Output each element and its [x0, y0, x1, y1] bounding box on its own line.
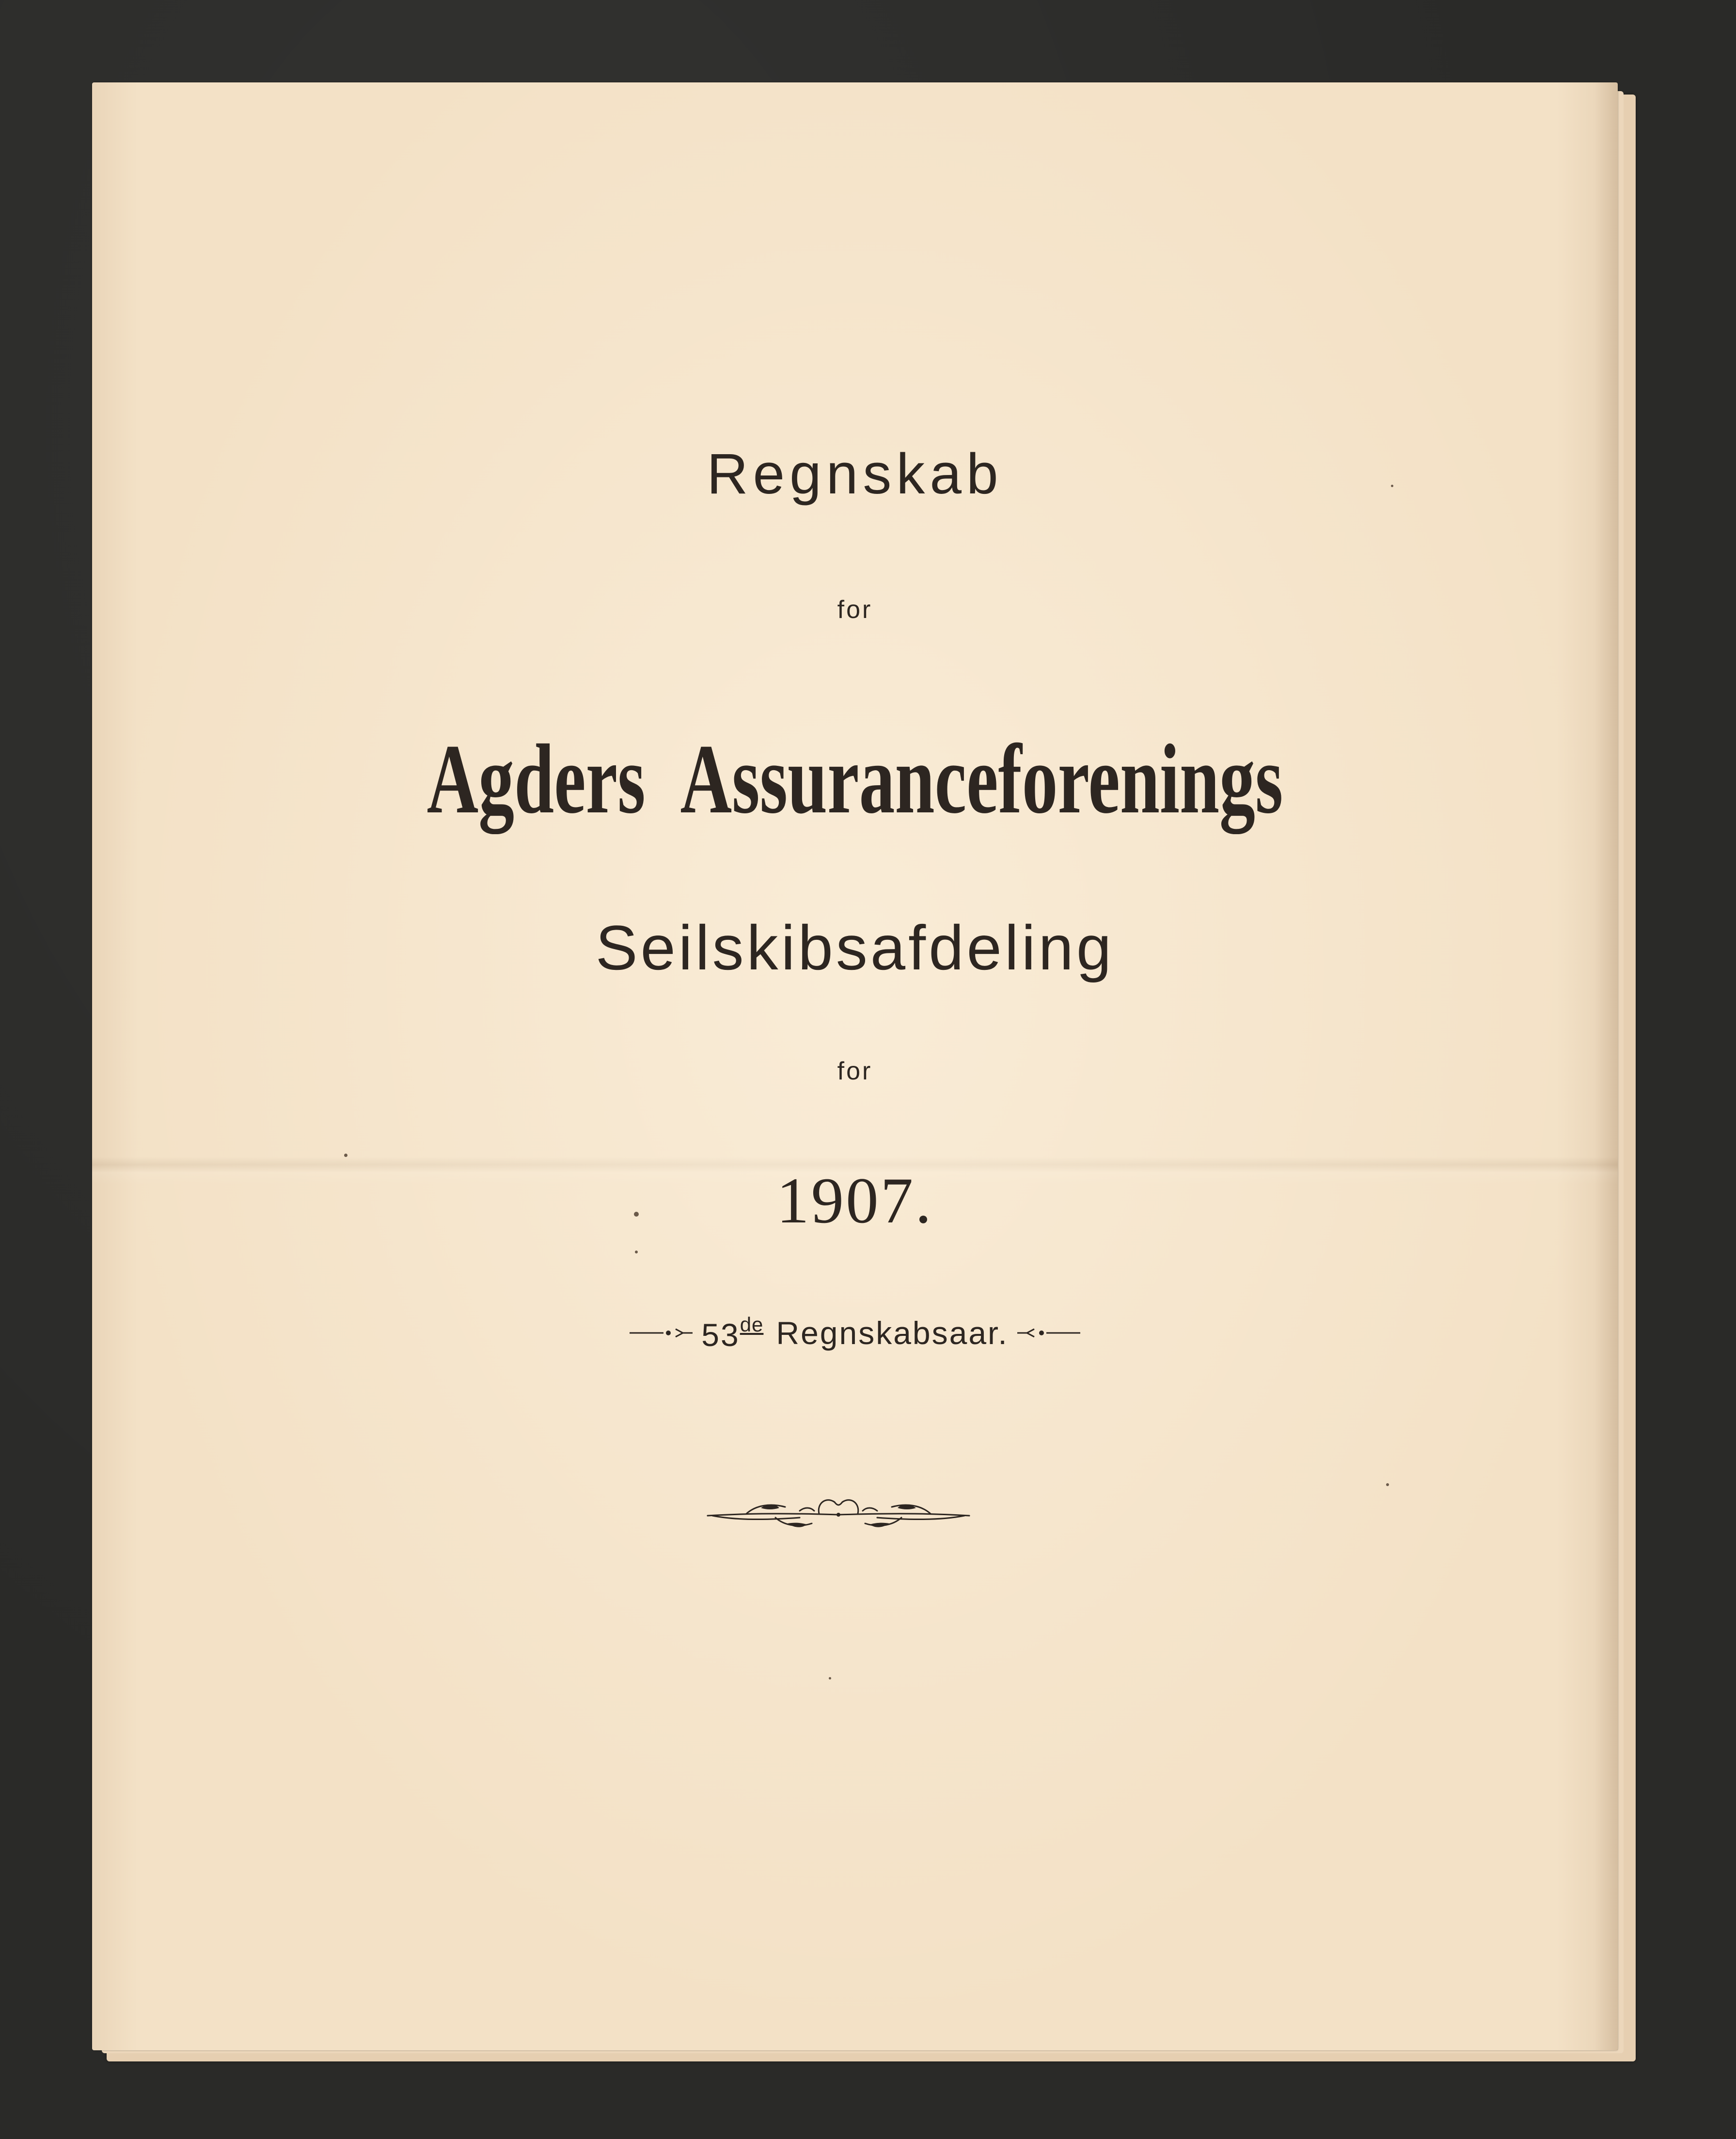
connector-for-1: for	[837, 596, 873, 624]
title-page	[92, 82, 1618, 2050]
ordinal-number: 53	[701, 1316, 740, 1353]
paper-speck	[829, 1677, 831, 1680]
report-year: 1907.	[776, 1165, 933, 1237]
paper-speck	[1391, 485, 1393, 487]
document-heading: Regnskab	[707, 442, 1003, 506]
connector-for-2: for	[837, 1057, 873, 1085]
fiscal-year-ordinal	[701, 1313, 763, 1353]
paper-speck	[344, 1154, 347, 1157]
paper-speck	[1386, 1483, 1389, 1486]
department-name: Seilskibsafdeling	[595, 912, 1115, 983]
ordinal-suffix: de	[740, 1313, 764, 1336]
paper-speck	[635, 1251, 638, 1253]
organization-name: Agders Assuranceforenings	[426, 724, 1283, 834]
leaf-flourish-icon	[703, 1486, 974, 1539]
dot-arrow-rule-icon	[630, 1323, 693, 1343]
fiscal-year-line	[92, 1309, 1618, 1357]
paper-speck	[634, 1212, 639, 1217]
page-edge-wear	[1594, 82, 1618, 2050]
dot-arrow-rule-icon	[1017, 1323, 1080, 1343]
fiscal-year-label: Regnskabsaar.	[776, 1315, 1009, 1351]
